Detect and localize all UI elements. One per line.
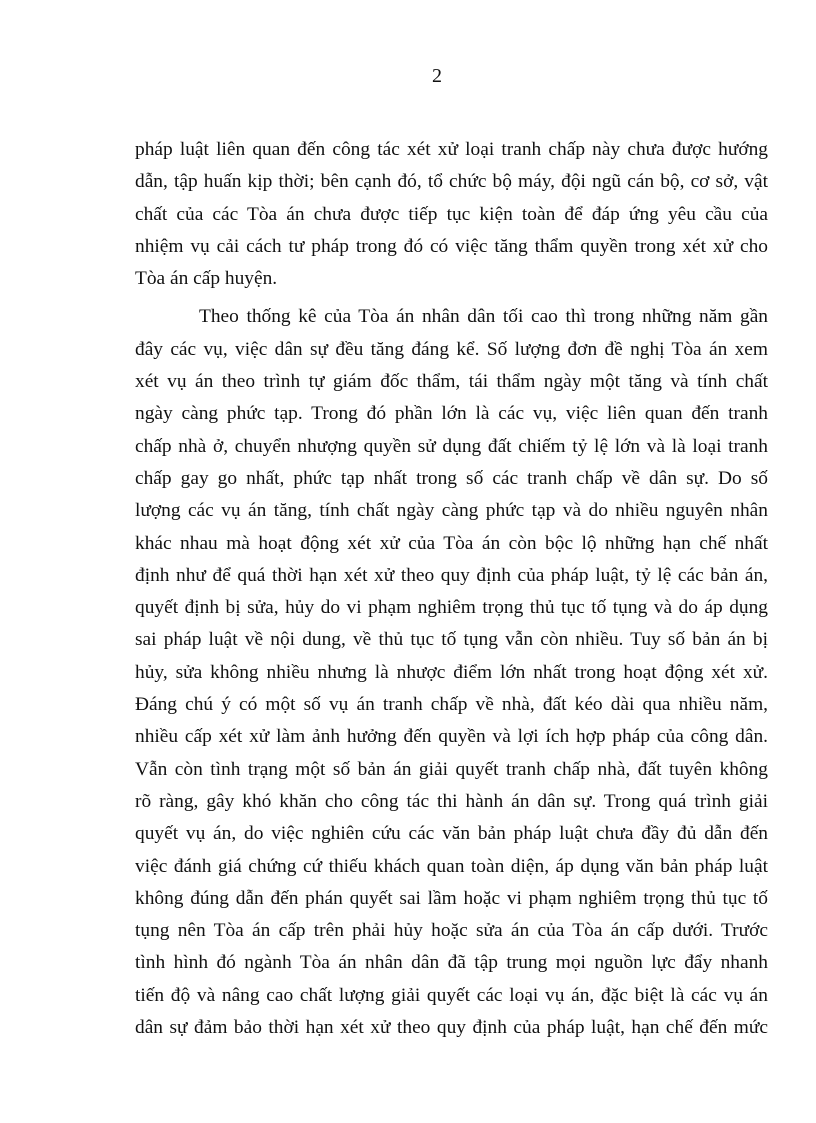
text-line: xét vụ án theo trình tự giám đốc thẩm, tái thẩm ngày một tăng và tính chất [135,371,768,393]
text-line: Đáng chú ý có một số vụ án tranh chấp về nhà, đất kéo dài qua nhiều năm, [135,694,768,716]
text-line: quyết định bị sửa, hủy do vi phạm nghiêm trọng thủ tục tố tụng và do áp dụng [135,597,768,619]
paragraph [135,134,768,295]
text-line: chấp gay go nhất, phức tạp nhất trong số các tranh chấp về dân sự. Do số [135,467,768,489]
text-line: khác nhau mà hoạt động xét xử của Tòa án còn bộc lộ những hạn chế nhất [135,532,768,554]
paragraph [135,301,768,1044]
text-line: dẫn, tập huấn kịp thời; bên cạnh đó, tổ chức bộ máy, đội ngũ cán bộ, cơ sở, vật [135,171,768,193]
text-line: dân sự đảm bảo thời hạn xét xử theo quy định của pháp luật, hạn chế đến mức [135,1017,768,1039]
text-line: định như để quá thời hạn xét xử theo quy định của pháp luật, tỷ lệ các bản án, [135,564,768,586]
text-line: việc đánh giá chứng cứ thiếu khách quan toàn diện, áp dụng văn bản pháp luật [135,855,768,877]
text-line: Theo thống kê của Tòa án nhân dân tối cao thì trong những năm gần [199,306,768,328]
text-line: tình hình đó ngành Tòa án nhân dân đã tập trung mọi nguồn lực đẩy nhanh [135,952,768,974]
text-line: rõ ràng, gây khó khăn cho công tác thi hành án dân sự. Trong quá trình giải [135,790,768,812]
text-line: sai pháp luật về nội dung, về thủ tục tố tụng vẫn còn nhiều. Tuy số bản án bị [135,629,768,651]
text-line: nhiều cấp xét xử làm ảnh hưởng đến quyền và lợi ích hợp pháp của công dân. [135,726,768,748]
text-line: nhiệm vụ cải cách tư pháp trong đó có việc tăng thẩm quyền trong xét xử cho [135,235,768,257]
text-line: hủy, sửa không nhiều nhưng là nhược điểm lớn nhất trong hoạt động xét xử. [135,661,768,683]
text-line: chấp nhà ở, chuyển nhượng quyền sử dụng đất chiếm tỷ lệ lớn và là loại tranh [135,435,768,457]
text-line: không đúng dẫn đến phán quyết sai lầm hoặc vi phạm nghiêm trọng thủ tục tố [135,887,768,909]
text-line: ngày càng phức tạp. Trong đó phần lớn là các vụ, việc liên quan đến tranh [135,403,768,425]
text-line: tụng nên Tòa án cấp trên phải hủy hoặc sửa án của Tòa án cấp dưới. Trước [135,920,768,942]
text-line: chất của các Tòa án chưa được tiếp tục kiện toàn để đáp ứng yêu cầu của [135,203,768,225]
text-line: Vẫn còn tình trạng một số bản án giải quyết tranh chấp nhà, đất tuyên không [135,758,768,780]
text-line: quyết vụ án, do việc nghiên cứu các văn bản pháp luật chưa đầy đủ dẫn đến [135,823,768,845]
text-line: lượng các vụ án tăng, tính chất ngày càng phức tạp và do nhiều nguyên nhân [135,500,768,522]
text-line: đây các vụ, việc dân sự đều tăng đáng kể. Số lượng đơn đề nghị Tòa án xem [135,338,768,360]
text-line: tiến độ và nâng cao chất lượng giải quyết các loại vụ án, đặc biệt là các vụ án [135,984,768,1006]
document-body [135,134,768,1044]
page-number: 2 [432,65,442,87]
text-line: pháp luật liên quan đến công tác xét xử loại tranh chấp này chưa được hướng [135,139,768,160]
text-line: Tòa án cấp huyện. [135,268,278,290]
